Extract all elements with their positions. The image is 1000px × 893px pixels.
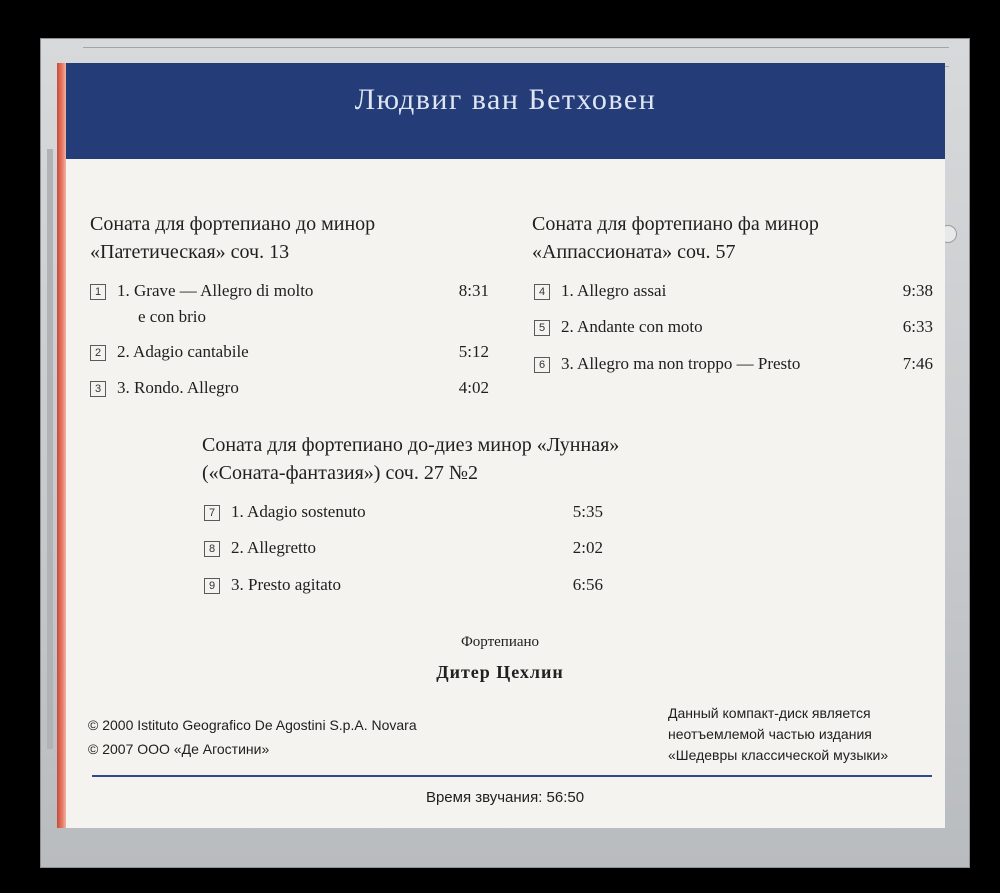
- track-number: 9: [204, 578, 220, 594]
- track-number: 5: [534, 320, 550, 336]
- composer-title: Людвиг ван Бетховен: [354, 83, 657, 116]
- note-line1: Данный компакт-диск является: [668, 705, 871, 721]
- track-time: 6:56: [572, 575, 603, 594]
- sonata3-title-line1: Соната для фортепиано до-диез минор «Лунная»: [202, 434, 620, 456]
- track-number: 1: [90, 284, 106, 300]
- note-line2: неотъемлемой частью издания: [668, 726, 872, 742]
- track-title: 3. Presto agitato: [231, 575, 342, 594]
- track-time: 9:38: [902, 281, 933, 300]
- copyright-line1: © 2000 Istituto Geografico De Agostini S.p.A. Novara: [88, 717, 417, 733]
- track-number: 7: [204, 505, 220, 521]
- sonata2-title-line2: «Аппассионата» соч. 57: [532, 241, 736, 263]
- case-hinge: [47, 149, 53, 749]
- track-title-cont: e con brio: [138, 307, 206, 326]
- sonata3-title-line2: («Соната-фантазия») соч. 27 №2: [202, 462, 478, 484]
- track-number: 4: [534, 284, 550, 300]
- track-number: 2: [90, 345, 106, 361]
- track-time: 8:31: [458, 281, 489, 300]
- track-time: 7:46: [902, 354, 933, 373]
- footer-rule: [92, 775, 932, 777]
- track-title: 3. Rondo. Allegro: [117, 378, 239, 397]
- track-time: 5:35: [572, 502, 603, 521]
- sonata1-title-line1: Соната для фортепиано до минор: [90, 213, 376, 235]
- spine-strip: [57, 63, 66, 828]
- track-number: 8: [204, 541, 220, 557]
- total-time: Время звучания: 56:50: [425, 789, 585, 806]
- track-time: 2:02: [572, 538, 603, 557]
- track-time: 6:33: [902, 317, 933, 336]
- track-title: 2. Andante con moto: [561, 317, 703, 336]
- sonata1-title-line2: «Патетическая» соч. 13: [90, 241, 290, 263]
- title-banner: [66, 63, 945, 159]
- track-title: 3. Allegro ma non troppo — Presto: [561, 354, 801, 373]
- sonata2-title-line1: Соната для фортепиано фа минор: [532, 213, 819, 235]
- track-title: 1. Adagio sostenuto: [231, 502, 366, 521]
- copyright-line2: © 2007 ООО «Де Агостини»: [88, 741, 270, 757]
- track-number: 6: [534, 357, 550, 373]
- track-title: 1. Grave — Allegro di molto: [117, 281, 314, 300]
- track-title: 1. Allegro assai: [561, 281, 667, 300]
- performer-role: Фортепиано: [460, 634, 540, 650]
- track-time: 5:12: [458, 342, 489, 361]
- note-line3: «Шедевры классической музыки»: [668, 747, 889, 763]
- track-title: 2. Allegretto: [231, 538, 316, 557]
- track-title: 2. Adagio cantabile: [117, 342, 249, 361]
- performer-name: Дитер Цехлин: [436, 662, 564, 682]
- track-number: 3: [90, 381, 106, 397]
- track-time: 4:02: [458, 378, 489, 397]
